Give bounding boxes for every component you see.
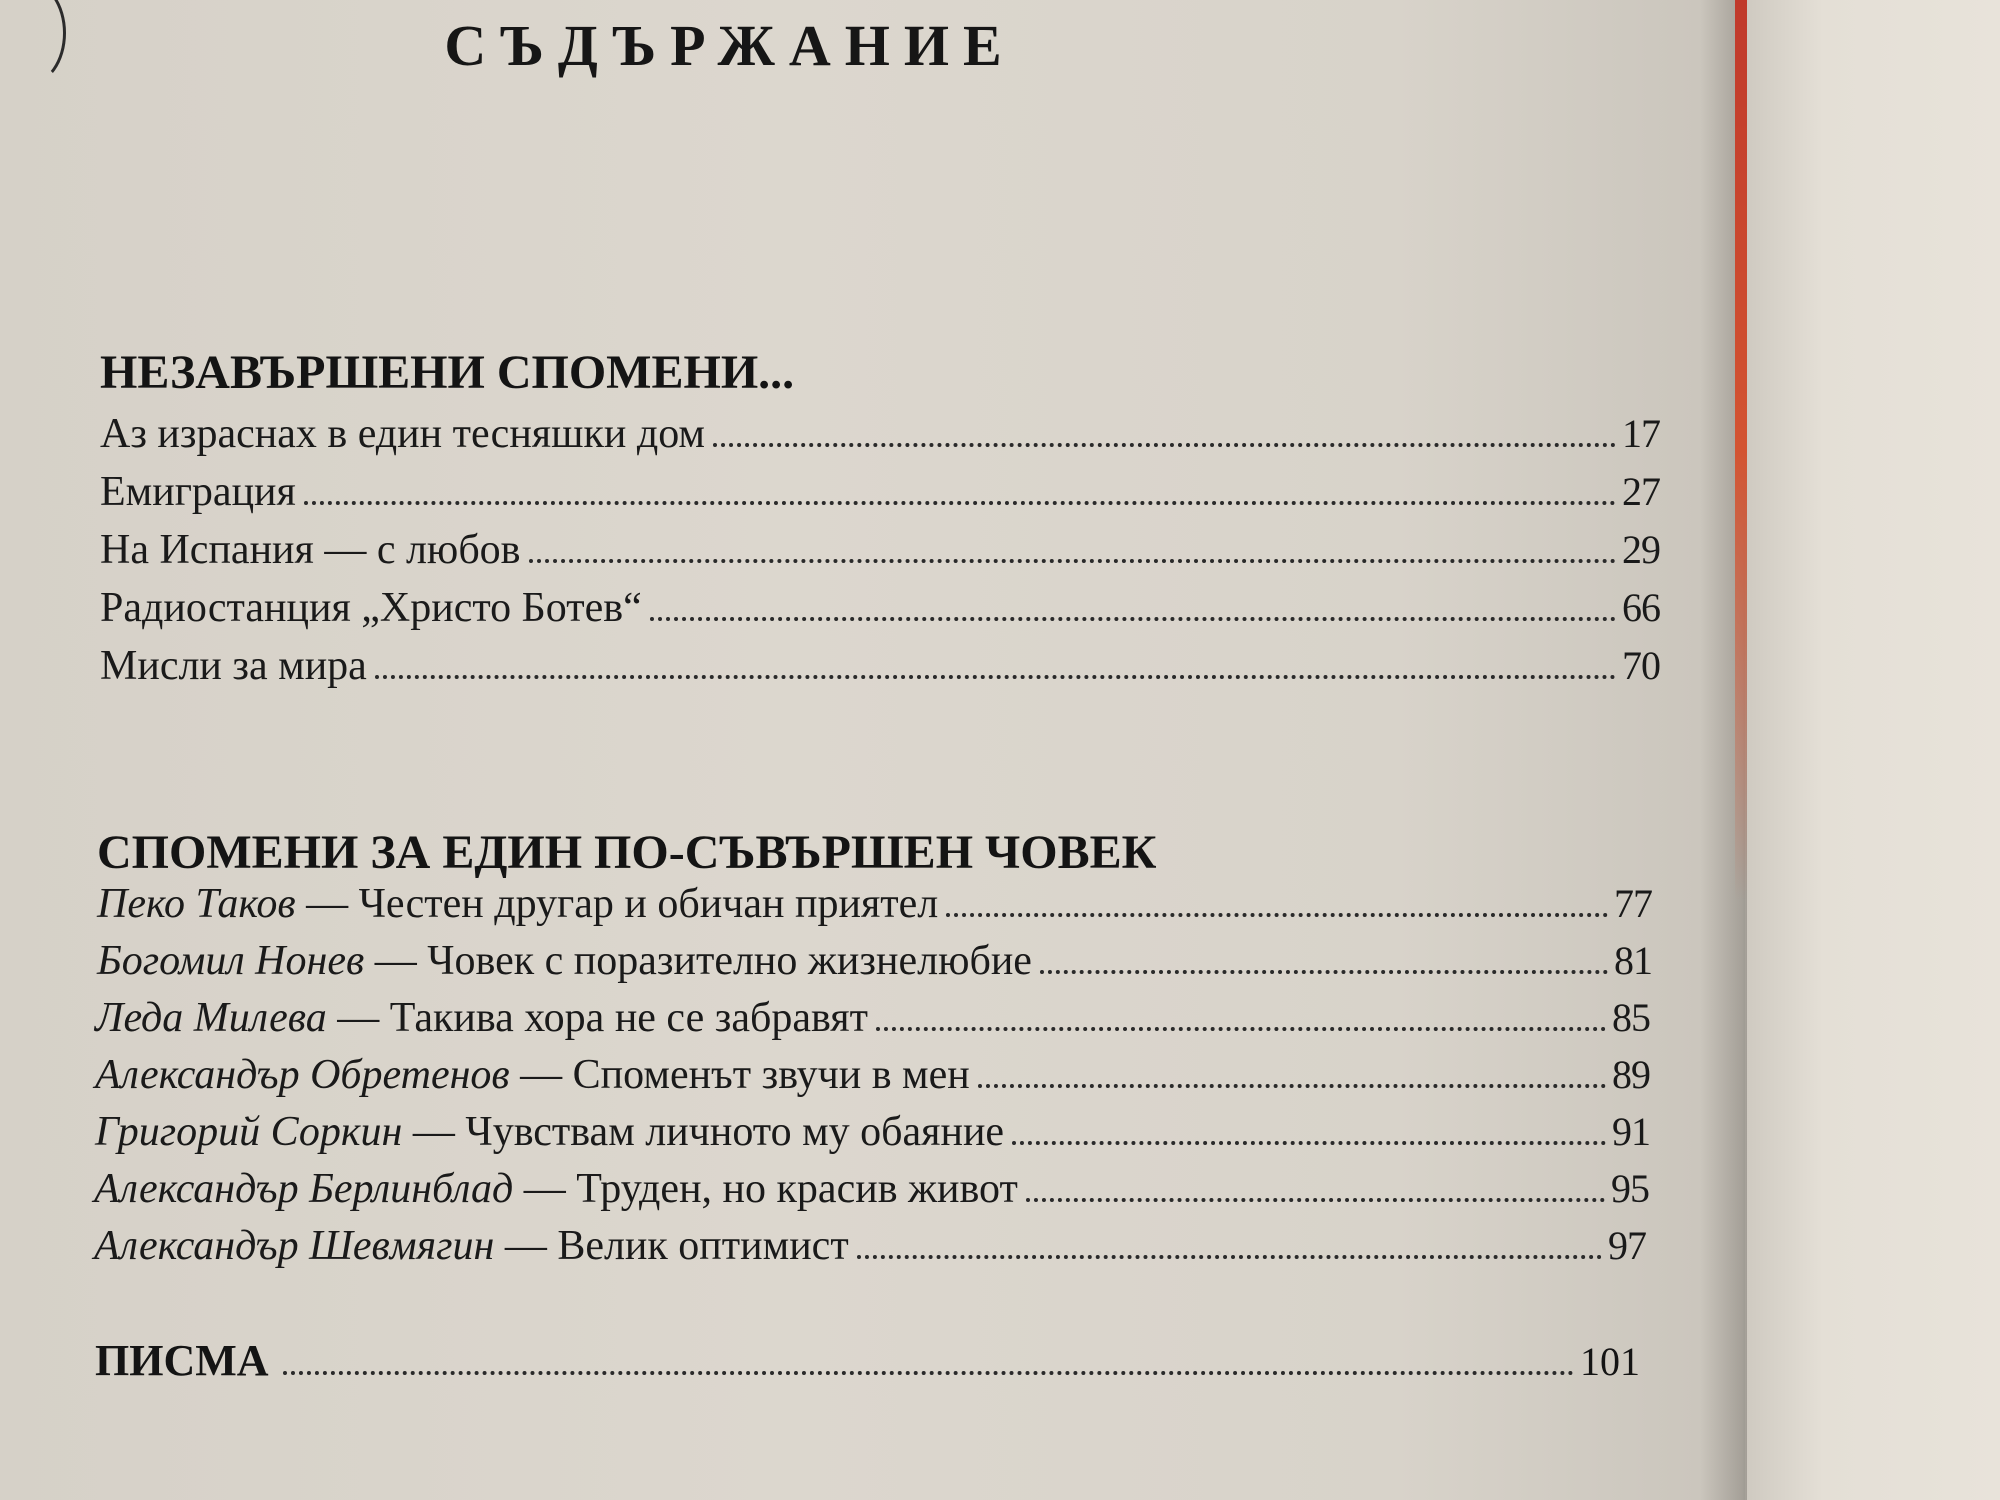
page-number: 101	[1580, 1339, 1640, 1384]
entry-separator: —	[326, 995, 390, 1041]
toc-entry[interactable]	[94, 1222, 1646, 1278]
entry-separator: —	[509, 1052, 573, 1098]
entry-separator: —	[364, 938, 428, 984]
dot-leader	[876, 1026, 1606, 1031]
toc-entry[interactable]	[100, 584, 1660, 640]
entry-author: Александър Шевмягин	[94, 1223, 495, 1269]
entry-title: Емиграция	[100, 469, 296, 515]
dot-leader	[283, 1370, 1574, 1375]
page-number: 77	[1614, 881, 1652, 926]
entry-title: Радиостанция „Христо Ботев“	[100, 585, 642, 631]
entry-title: Честен другар и обичан приятел	[358, 881, 939, 927]
page-number: 29	[1622, 527, 1660, 572]
entry-title: Труден, но красив живот	[576, 1166, 1018, 1212]
toc-entry[interactable]	[100, 468, 1660, 524]
page-number: 91	[1612, 1109, 1650, 1154]
entry-title: На Испания — с любов	[100, 527, 521, 573]
entry-separator: —	[402, 1109, 466, 1155]
dot-leader	[529, 558, 1616, 563]
entry-title: Велик оптимист	[557, 1223, 849, 1269]
entry-title: Човек с поразително жизнелюбие	[427, 938, 1032, 984]
dot-leader	[946, 912, 1608, 917]
entry-title: Такива хора не се забравят	[389, 995, 868, 1041]
toc-entry-letters[interactable]	[95, 1335, 1640, 1395]
entry-title: Споменът звучи в мен	[572, 1052, 970, 1098]
entry-author: Леда Милева	[95, 995, 327, 1041]
dot-leader	[304, 500, 1616, 505]
toc-entry[interactable]	[95, 1051, 1650, 1107]
toc-entry[interactable]	[100, 642, 1660, 698]
entry-author: Богомил Нонев	[97, 938, 365, 984]
entry-author: Пеко Таков	[97, 881, 296, 927]
adjacent-page	[1747, 0, 2000, 1500]
page-number: 70	[1622, 643, 1660, 688]
entry-author: Александър Обретенов	[95, 1052, 510, 1098]
page-number: 17	[1622, 411, 1660, 456]
section-heading-2: СПОМЕНИ ЗА ЕДИН ПО-СЪВЪРШЕН ЧОВЕК	[97, 826, 1157, 879]
toc-entry[interactable]	[97, 937, 1652, 993]
entry-separator: —	[513, 1166, 577, 1212]
page-number: 85	[1612, 995, 1650, 1040]
page-number: 95	[1611, 1166, 1649, 1211]
toc-entry[interactable]	[94, 1165, 1649, 1221]
dot-leader	[857, 1254, 1602, 1259]
page-number: 66	[1622, 585, 1660, 630]
entry-title: Чувствам личното му обаяние	[465, 1109, 1005, 1155]
dot-leader	[375, 674, 1616, 679]
dot-leader	[713, 442, 1616, 447]
toc-entry[interactable]	[95, 1108, 1650, 1164]
dot-leader	[650, 616, 1616, 621]
page-title: СЪДЪРЖАНИЕ	[444, 13, 1016, 78]
dot-leader	[1012, 1140, 1606, 1145]
entry-author: Александър Берлинблад	[94, 1166, 514, 1212]
page-number: 81	[1614, 938, 1652, 983]
page-number: 97	[1608, 1223, 1646, 1268]
page-number: 27	[1622, 469, 1660, 514]
entry-separator: —	[295, 881, 359, 927]
page-number: 89	[1612, 1052, 1650, 1097]
red-page-edge	[1735, 0, 1747, 900]
dot-leader	[1026, 1197, 1605, 1202]
toc-entry[interactable]	[100, 410, 1660, 466]
section-heading-1: НЕЗАВЪРШЕНИ СПОМЕНИ...	[100, 346, 795, 399]
toc-entry[interactable]	[100, 526, 1660, 582]
dot-leader	[978, 1083, 1606, 1088]
toc-entry[interactable]	[95, 994, 1650, 1050]
entry-title: Аз израснах в един тесняшки дом	[100, 411, 705, 457]
entry-separator: —	[494, 1223, 558, 1269]
entry-title: Мисли за мира	[100, 643, 367, 689]
entry-author: Григорий Соркин	[95, 1109, 403, 1155]
dot-leader	[1040, 969, 1608, 974]
letters-label: ПИСМА	[95, 1336, 269, 1385]
toc-entry[interactable]	[97, 880, 1652, 936]
